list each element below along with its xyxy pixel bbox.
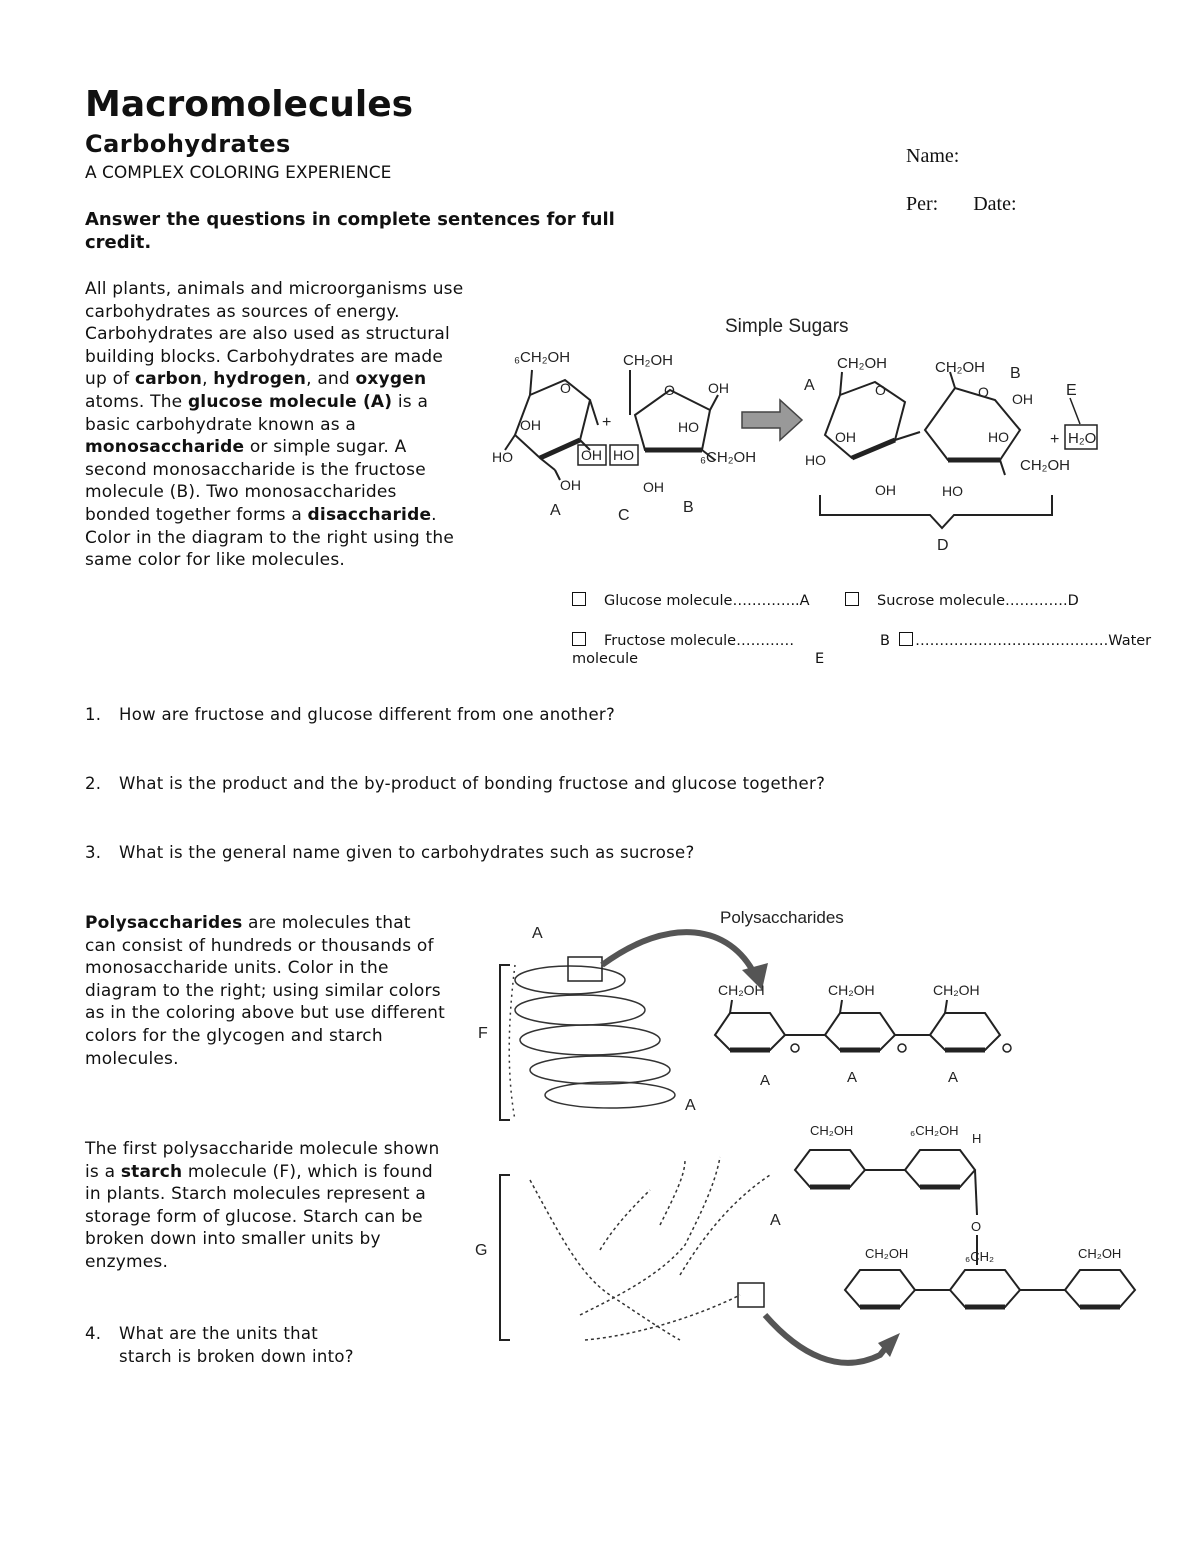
glycogen-branches	[530, 1157, 770, 1340]
question-4: 4. What are the units that starch is broken down into?	[85, 1324, 354, 1366]
svg-text:OH: OH	[560, 477, 581, 493]
glycogen-chain-bottom	[845, 1270, 1135, 1307]
diagram-title: Simple Sugars	[725, 316, 849, 337]
svg-text:O: O	[664, 382, 675, 398]
label-g: G	[475, 1242, 488, 1259]
water-checkbox[interactable]	[899, 632, 913, 646]
svg-text:OH: OH	[875, 482, 896, 498]
legend-fructose: Fructose molecule…………	[572, 632, 794, 649]
svg-text:HO: HO	[613, 447, 634, 463]
svg-text:CH₂OH: CH₂OH	[810, 1123, 854, 1138]
label-b: B	[683, 499, 694, 516]
label-a: A	[550, 502, 561, 519]
intro-paragraph: All plants, animals and microorganisms use carbohydrates as sources of energy. Carbohydrates are also used as structural building blocks. Carbohydrates are made up of carbon, hydrogen, and oxygen atoms. The glucose molecule (A) is a basic carbohydrate known as a monosaccharide or simple sugar. A second monosaccharide is the fructose molecule (B). Two monosaccharides bonded together forms a disaccharide. Color in the diagram to the right using the same color for like molecules.	[85, 279, 464, 571]
svg-text:CH₂OH: CH₂OH	[933, 982, 980, 998]
svg-text:HO: HO	[942, 483, 963, 499]
svg-text:OH: OH	[1012, 391, 1033, 407]
svg-text:₆CH₂OH: ₆CH₂OH	[910, 1123, 959, 1138]
reaction-arrow	[742, 400, 802, 440]
svg-text:H: H	[972, 1131, 982, 1146]
starch-paragraph: The first polysaccharide molecule shown is a starch molecule (F), which is found in plants. Starch molecules represent a storage form of glucose. Starch can be broken down into smaller units by enzymes.	[85, 1139, 440, 1272]
svg-text:CH₂OH: CH₂OH	[623, 352, 673, 369]
question-1: 1. How are fructose and glucose different from one another?	[85, 705, 616, 724]
svg-text:A: A	[532, 925, 543, 942]
svg-text:CH₂OH: CH₂OH	[828, 982, 875, 998]
svg-text:CH₂OH: CH₂OH	[935, 359, 985, 376]
question-2: 2. What is the product and the by-product of bonding fructose and glucose together?	[85, 774, 826, 793]
svg-text:+: +	[602, 414, 612, 431]
svg-text:OH: OH	[581, 447, 602, 463]
svg-text:O: O	[875, 382, 886, 398]
instructions: Answer the questions in complete sentences for full credit.	[85, 209, 615, 253]
fructose-checkbox[interactable]	[572, 632, 586, 646]
sucrose-glucose-ring	[825, 372, 920, 458]
svg-text:HO: HO	[492, 449, 513, 465]
page-subtitle: Carbohydrates	[85, 130, 291, 158]
svg-text:CH₂OH: CH₂OH	[718, 982, 765, 998]
svg-text:OH: OH	[835, 429, 856, 445]
svg-text:A: A	[770, 1212, 781, 1229]
tagline: A COMPLEX COLORING EXPERIENCE	[85, 163, 392, 183]
svg-text:CH₂OH: CH₂OH	[1078, 1246, 1122, 1261]
label-c: C	[618, 507, 630, 524]
svg-text:A: A	[847, 1069, 858, 1086]
svg-text:₆CH₂OH: ₆CH₂OH	[700, 449, 757, 466]
page-title: Macromolecules	[85, 84, 414, 125]
legend-sucrose: Sucrose molecule………….D	[845, 592, 1079, 609]
svg-text:O: O	[971, 1219, 982, 1234]
name-label: Name:	[906, 145, 960, 167]
svg-text:+: +	[1050, 431, 1060, 448]
legend-e: E	[815, 651, 825, 667]
svg-text:OH: OH	[708, 380, 729, 396]
glucose-ring	[505, 370, 598, 480]
polysaccharides-diagram	[470, 895, 1160, 1385]
svg-text:A: A	[948, 1069, 959, 1086]
svg-text:CH₂OH: CH₂OH	[865, 1246, 909, 1261]
label-d: D	[937, 537, 949, 554]
svg-text:A: A	[804, 377, 815, 394]
svg-text:HO: HO	[678, 419, 699, 435]
label-e: E	[1066, 382, 1077, 399]
svg-text:B: B	[1010, 365, 1021, 382]
svg-text:₆CH₂: ₆CH₂	[965, 1249, 995, 1264]
student-fields	[906, 145, 1017, 241]
svg-text:O: O	[560, 380, 571, 396]
svg-text:CH₂OH: CH₂OH	[837, 355, 887, 372]
svg-text:OH: OH	[520, 417, 541, 433]
svg-text:O: O	[978, 384, 989, 400]
legend-glucose: Glucose molecule…………..A	[572, 592, 810, 609]
svg-text:₆CH₂OH: ₆CH₂OH	[514, 349, 571, 366]
svg-text:OH: OH	[643, 479, 664, 495]
diagram2-title: Polysaccharides	[720, 908, 844, 927]
sucrose-fructose-ring	[925, 372, 1020, 475]
amylose-chain	[715, 1000, 1000, 1050]
svg-text:CH₂OH: CH₂OH	[1020, 457, 1070, 474]
legend-water: B ………………………………….Water	[880, 633, 1152, 649]
glucose-checkbox[interactable]	[572, 592, 586, 606]
svg-text:HO: HO	[805, 452, 826, 468]
svg-text:HO: HO	[988, 429, 1009, 445]
label-f: F	[478, 1025, 488, 1042]
svg-text:A: A	[760, 1072, 771, 1089]
svg-text:H₂O: H₂O	[1068, 430, 1097, 447]
sucrose-checkbox[interactable]	[845, 592, 859, 606]
starch-coil	[515, 966, 675, 1108]
question-3: 3. What is the general name given to carbohydrates such as sucrose?	[85, 843, 695, 862]
date-label: Date:	[973, 193, 1017, 215]
legend-molecule: molecule	[572, 651, 639, 667]
svg-text:A: A	[685, 1097, 696, 1114]
polysaccharides-paragraph: Polysaccharides are molecules that can consist of hundreds or thousands of monosaccharide units. Color in the diagram to the right; using similar colors as in the coloring above but use different colors for the glycogen and starch molecules.	[85, 913, 445, 1069]
period-label: Per:	[906, 193, 939, 215]
simple-sugars-diagram	[480, 300, 1120, 570]
